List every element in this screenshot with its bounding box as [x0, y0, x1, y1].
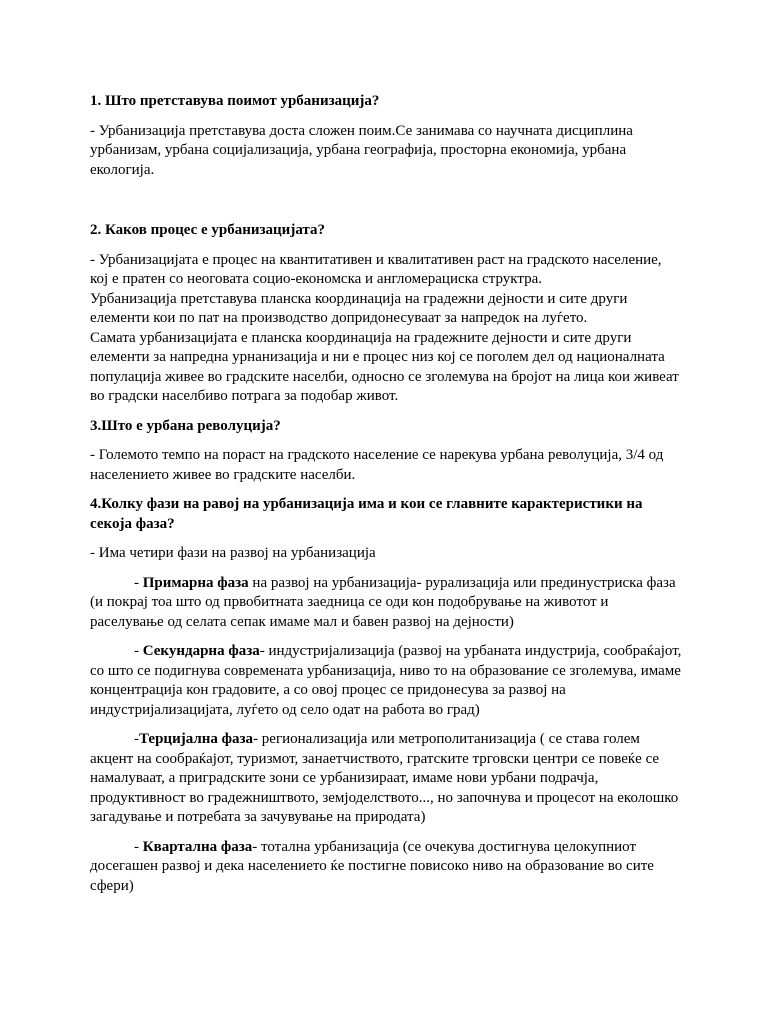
question-3-title: 3.Што е урбана револуција?	[90, 417, 281, 434]
question-4-intro: - Има четири фази на развој на урбанизација	[90, 545, 376, 561]
phase-primary-name: Примарна фаза	[142, 574, 249, 591]
phase-secondary-text: - индустријализација (развој на урбаната индустрија, сообраќајот, со што се подигнува современата урбанизација, ниво то на образование се зголемува, имаме концентрација кон градовите, а со овој процес се придонесува за развој на индустријализацијата, луѓето од село одат на работа во град)	[90, 643, 682, 718]
phase-secondary-name: Секундарна фаза	[142, 643, 260, 659]
question-2-answer-part-3: Самата урбанизацијата е планска координација на градежните дејности и сите други елементи за напредна урнанизација и ни е процес низ кој се поголем дел од националната популација живее во градските населби, односно се зголемува на бројот на лица кои живеат во градски населбиво потрага за подобар живот.	[90, 329, 679, 404]
question-4-title: 4.Колку фази на равој на урбанизација има и кои се главните карактеристики на секоја фаза?	[90, 496, 643, 532]
phase-primary-text: на развој на урбанизација- рурализација или прединустриска фаза (и покрај тоа што од првобитната заедница се оди кон подобрување на животот и раселување од селата сепак имаме мал и бавен развој на дејности)	[90, 574, 676, 630]
phase-tertiary-prefix: -	[134, 731, 139, 747]
phase-tertiary-name: Терцијална фаза	[139, 731, 254, 747]
question-2-answer-part-2: Урбанизација претставува планска координација на градежни дејности и сите други елементи кои по пат на производство допридонесуваат за напредок на луѓето.	[90, 290, 628, 326]
question-2-title: 2. Каков процес е урбанизацијата?	[90, 222, 325, 238]
phase-secondary	[90, 642, 682, 720]
phase-primary-prefix: -	[134, 574, 143, 591]
phase-tertiary	[90, 730, 682, 828]
question-2-answer-part-1: - Урбанизацијата е процес на квантитативен и квалитативен раст на градското население, кој е пратен со неоговата социо-економска и англомерациска структра.	[90, 251, 662, 287]
phase-secondary-prefix: -	[134, 643, 143, 659]
phase-primary	[90, 574, 682, 633]
phase-quaternary-name: Квартална фаза	[142, 838, 253, 855]
question-1-answer: - Урбанизација претставува доста сложен поим.Се занимава со научната дисциплина урбанизам, урбана социјализација, урбана географија, просторна економија, урбана екологија.	[90, 122, 633, 178]
question-1-title: 1. Што претставува поимот урбанизација?	[90, 93, 380, 109]
phase-quaternary-text: - тотална урбанизација (се очекува достигнува целокупниот досегашен развој и дека населението ќе постигне повисоко ниво на образование во сите сфери)	[90, 838, 654, 894]
phase-quaternary-prefix: -	[134, 838, 143, 855]
phase-tertiary-text: - регионализација или метрополитанизација ( се става голем акцент на сообраќајот, туризмот, занаетчиството, гратските трговски центри се повеќе се намалуваат, а приградските зони се урбанизираат, имаме нови урбани подрачја, продуктивност во градежништвото, земјоделството..., но започнува и процесот на еколошко загадување и потребата за зачувување на природата)	[90, 731, 679, 825]
question-3-answer: - Големото темпо на пораст на градското население се нарекува урбана револуција, 3/4 од населението живее во градските населби.	[90, 447, 664, 483]
phase-quaternary	[90, 838, 682, 897]
document-page	[90, 92, 682, 896]
